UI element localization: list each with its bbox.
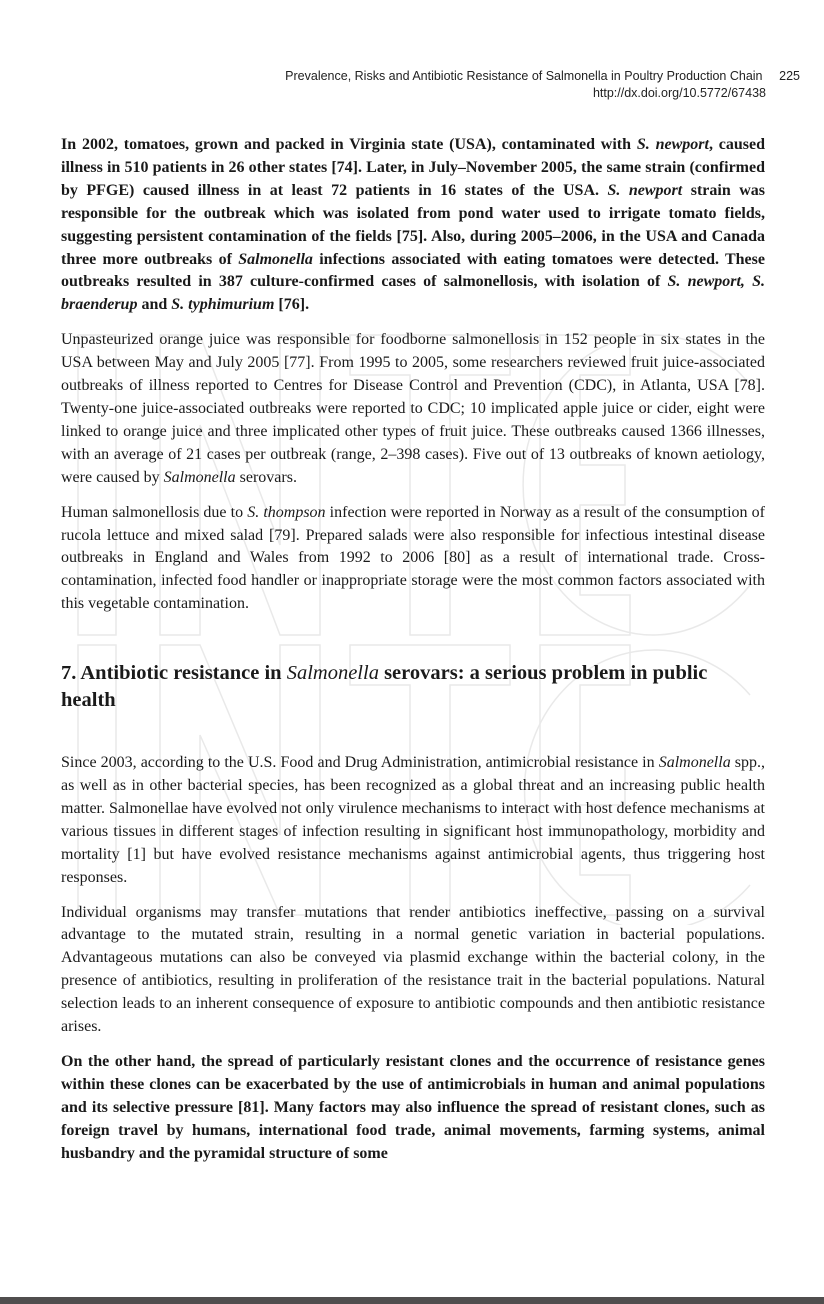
body-paragraph xyxy=(61,502,765,617)
italic-species-name: S. thompson xyxy=(247,503,326,521)
paragraph-text: and xyxy=(137,296,172,314)
body-paragraph xyxy=(61,752,765,889)
paragraphs-after-section xyxy=(61,752,765,1165)
paragraph-text: On the other hand, the spread of particularly resistant clones and the occurrence of resistance genes within these clones can be exacerbated by the use of antimicrobials in human and animal populations and its selective pressure [81]. Many factors may also influence the spread of resistant clones, such as foreign travel by humans, international food trade, animal movements, farming systems, animal husbandry and the pyramidal structure of some xyxy=(61,1053,765,1162)
viewer-bottom-bar xyxy=(0,1297,824,1304)
paragraph-text: In 2002, tomatoes, grown and packed in Virginia state (USA), contaminated with xyxy=(61,136,637,153)
paragraph-text: strain was responsible for the outbreak which was isolated from pond water used to irrigate tomato fields, suggesting persistent contamination of the fields [75]. Also, during 2005–2006, in the USA and Canada three more outbreaks of xyxy=(61,181,765,268)
italic-species-name: S. newport xyxy=(636,136,709,153)
paragraph-text: spp., as well as in other bacterial species, has been recognized as a global threat and an increasing public health matter. Salmonellae have evolved not only virulence mechanisms to interact with host defence mechanisms at various tissues in different stages of infection resulting in significant host immunopathology, morbidity and mortality [1] but have evolved resistance mechanisms against antimicrobial agents, thus triggering host responses. xyxy=(61,754,765,886)
body-paragraph xyxy=(61,329,765,489)
paragraph-text: Unpasteurized orange juice was responsible for foodborne salmonellosis in 152 people in six states in the USA between May and July 2005 [77]. From 1995 to 2005, some researchers reviewed fruit juice-associated outbreaks of illness reported to Centres for Disease Control and Prevention (CDC), in Atlanta, USA [78]. Twenty-one juice-associated outbreaks were reported to CDC; 10 implicated apple juice or cider, eight were linked to orange juice and three implicated other types of fruit juice. These outbreaks caused 1366 illnesses, with an average of 21 cases per outbreak (range, 2–398 cases). Five out of 13 outbreaks of known aetiology, were caused by xyxy=(61,331,765,486)
running-head xyxy=(285,68,800,102)
body-paragraph xyxy=(61,1051,765,1166)
section-title-italic: Salmonella xyxy=(286,662,379,685)
italic-species-name: S. newport, S. braenderup xyxy=(61,273,765,314)
paragraph-text: , caused illness in 510 patients in 26 other states [74]. Later, in July–November 2005, the same strain (confirmed by PFGE) caused illness in at least 72 patients in 16 states of the USA. xyxy=(61,136,766,199)
italic-species-name: Salmonella xyxy=(238,250,313,268)
paragraph-text: infections associated with eating tomatoes were detected. These outbreaks resulted in 387 culture-confirmed cases of salmonellosis, with isolation of xyxy=(61,250,765,291)
paragraph-text: Human salmonellosis due to xyxy=(61,503,248,521)
body-paragraph xyxy=(61,134,765,317)
italic-species-name: S. newport xyxy=(607,181,683,199)
page-number: 225 xyxy=(779,69,800,83)
paragraph-text: Since 2003, according to the U.S. Food and Drug Administration, antimicrobial resistance in xyxy=(61,754,659,772)
italic-species-name: S. typhimurium xyxy=(171,296,275,314)
running-head-title: Prevalence, Risks and Antibiotic Resistance of Salmonella in Poultry Production Chain xyxy=(285,69,763,83)
section-number: 7. xyxy=(61,662,77,685)
page-body xyxy=(61,134,765,1178)
paragraph-text: Individual organisms may transfer mutations that render antibiotics ineffective, passing on a survival advantage to the mutated strain, resulting in a normal genetic variation in bacterial populations. Advantageous mutations can also be conveyed via plasmid exchange within the bacterial colony, in the presence of antibiotics, resulting in proliferation of the resistance trait in the bacterial populations. Natural selection leads to an inherent consequence of exposure to antibiotic compounds and then antibiotic resistance arises. xyxy=(61,903,765,1036)
section-title-part: serovars: a serious problem in public health xyxy=(61,662,708,712)
paragraphs-before-section xyxy=(61,134,765,616)
italic-species-name: Salmonella xyxy=(163,468,236,486)
italic-species-name: Salmonella xyxy=(658,754,731,772)
section-heading xyxy=(61,660,765,714)
paragraph-text: serovars. xyxy=(235,468,297,486)
doi-link[interactable]: http://dx.doi.org/10.5772/67438 xyxy=(592,86,766,100)
body-paragraph xyxy=(61,902,765,1039)
paragraph-text: infection were reported in Norway as a result of the consumption of rucola lettuce and mixed salad [79]. Prepared salads were also responsible for infectious intestinal disease outbreaks in England and Wales from 1992 to 2006 [80] as a result of international trade. Cross-contamination, infected food handler or inappropriate storage were the most common factors associated with this vegetable contamination. xyxy=(61,503,765,613)
section-title-part: Antibiotic resistance in xyxy=(80,662,287,685)
paragraph-text: [76]. xyxy=(274,296,310,314)
